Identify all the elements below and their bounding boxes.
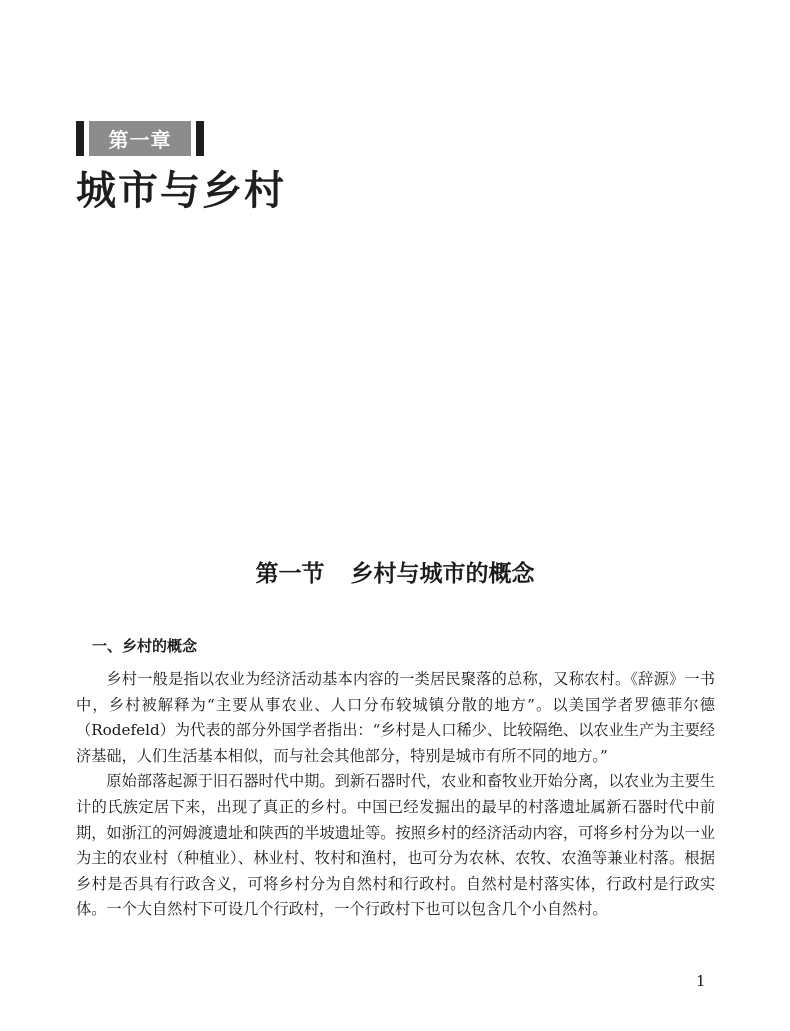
chapter-tag bbox=[76, 121, 204, 156]
chapter-tag-right-bar bbox=[196, 121, 204, 156]
chapter-label: 第一章 bbox=[89, 121, 191, 156]
chapter-title: 城市与乡村 bbox=[76, 167, 286, 214]
page-number: 1 bbox=[696, 972, 706, 990]
chapter-tag-left-bar bbox=[76, 121, 84, 156]
paragraph: 原始部落起源于旧石器时代中期。到新石器时代，农业和畜牧业开始分离，以农业为主要生计的氏族定居下来，出现了真正的乡村。中国已经发掘出的最早的村落遗址属新石器时代中前期，如浙江的河姆渡遗址和陕西的半坡遗址等。按照乡村的经济活动内容，可将乡村分为以一业为主的农业村（种植业）、林业村、牧村和渔村，也可分为农林、农牧、农渔等兼业村落。根据乡村是否具有行政含义，可将乡村分为自然村和行政村。自然村是村落实体，行政村是行政实体。一个大自然村下可设几个行政村，一个行政村下也可以包含几个小自然村。 bbox=[76, 772, 715, 919]
body-text bbox=[76, 667, 715, 923]
paragraph: 乡村一般是指以农业为经济活动基本内容的一类居民聚落的总称，又称农村。《辞源》一书中，乡村被解释为“主要从事农业、人口分布较城镇分散的地方”。以美国学者罗德菲尔德（Rodefeld）为代表的部分外国学者指出：“乡村是人口稀少、比较隔绝、以农业生产为主要经济基础，人们生活基本相似，而与社会其他部分，特别是城市有所不同的地方。” bbox=[76, 670, 715, 765]
section-number: 第一节 bbox=[255, 560, 325, 587]
section-title: 乡村与城市的概念 bbox=[350, 560, 535, 587]
section-heading bbox=[0, 556, 790, 592]
subsection-heading: 一、乡村的概念 bbox=[92, 637, 198, 655]
